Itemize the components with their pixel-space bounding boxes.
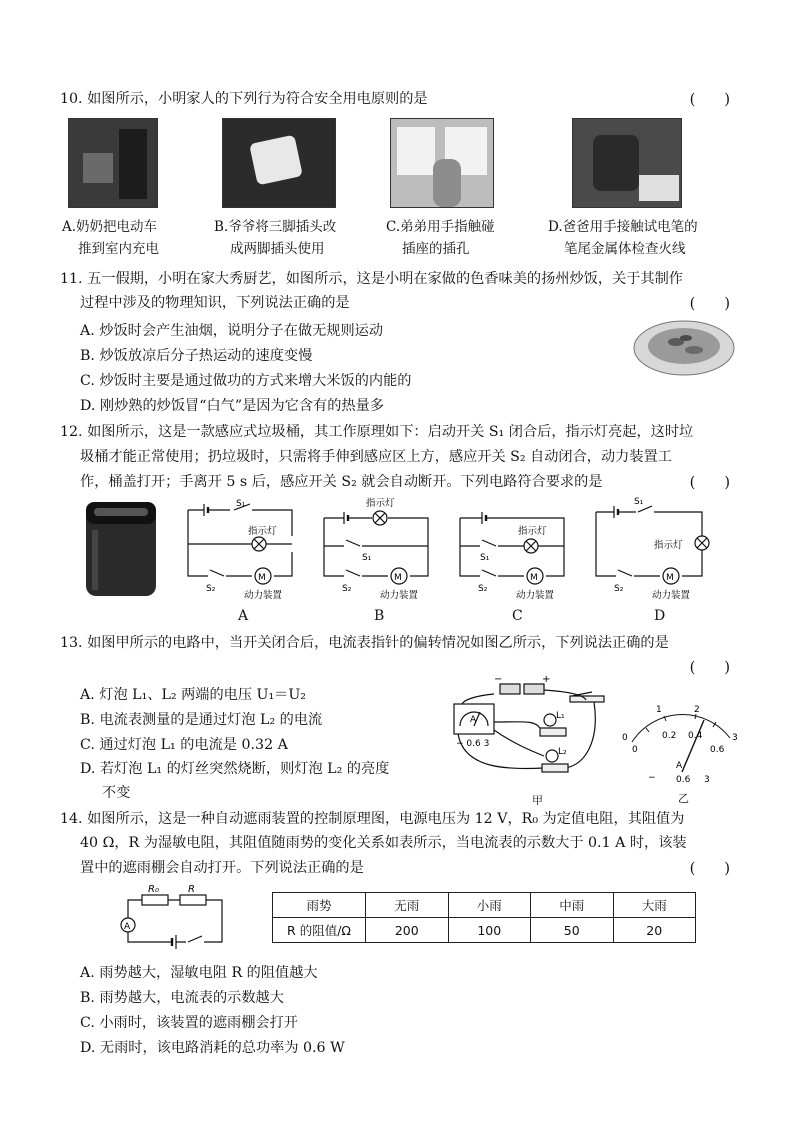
q12-letter-b: B bbox=[374, 608, 385, 624]
q14-option-d: D. 无雨时，该电路消耗的总功率为 0.6 W bbox=[80, 1040, 345, 1056]
q12-stem-3: 作，桶盖打开；手离开 5 s 后，感应开关 S₂ 就会自动断开。下列电路符合要求的是 bbox=[80, 474, 603, 490]
tick-top-0: 0 bbox=[622, 733, 628, 743]
q13-figure-yi-meter bbox=[618, 692, 748, 792]
terminal-0-6: 0.6 bbox=[676, 775, 691, 785]
jia-ammeter-symbol: A bbox=[470, 715, 477, 725]
label-lamp: 指示灯 bbox=[248, 526, 277, 537]
photo-three-pin-plug bbox=[222, 118, 336, 208]
label-motor: 动力装置 bbox=[380, 590, 419, 601]
q14-option-c: C. 小雨时，该装置的遮雨棚会打开 bbox=[80, 1015, 298, 1031]
q14-stem-3: 置中的遮雨棚会自动打开。下列说法正确的是 bbox=[80, 860, 364, 876]
jia-plus: + bbox=[542, 674, 551, 685]
tick-top-1: 1 bbox=[656, 705, 662, 715]
tick-bottom-0: 0 bbox=[632, 745, 638, 755]
motor-symbol: M bbox=[258, 573, 266, 583]
ammeter-symbol: A bbox=[124, 922, 131, 932]
photo-e-bike-charging bbox=[68, 118, 158, 208]
q14-stem-2: 40 Ω，R 为湿敏电阻，其阻值随雨势的变化关系如表所示，当电流表的示数大于 0.1 A 时，该装 bbox=[80, 835, 687, 851]
jia-terminals: − 0.6 3 bbox=[456, 739, 490, 749]
q12-stem-2: 圾桶才能正常使用；扔垃圾时，只需将手伸到感应区上方，感应开关 S₂ 自动闭合，动力装置工 bbox=[80, 449, 672, 465]
q12-answer-bracket: ( ) bbox=[689, 475, 730, 491]
label-lamp: 指示灯 bbox=[654, 540, 683, 551]
label-s1: S₁ bbox=[480, 553, 490, 563]
q10-option-d: D.爸爸用手接触试电笔的 笔尾金属体检查火线 bbox=[548, 219, 698, 257]
q12-circuit-d bbox=[590, 494, 716, 606]
tick-top-2: 2 bbox=[694, 705, 700, 715]
q13-option-d-2: 不变 bbox=[102, 785, 131, 801]
jia-l2: L₂ bbox=[558, 747, 567, 757]
q13-option-c: C. 通过灯泡 L₁ 的电流是 0.32 A bbox=[80, 737, 288, 753]
jia-minus: − bbox=[494, 674, 503, 685]
table-cell: 20 bbox=[613, 918, 696, 943]
q13-caption-jia: 甲 bbox=[532, 794, 543, 807]
q14-stem-1: 14. 如图所示，这是一种自动遮雨装置的控制原理图，电源电压为 12 V，R₀ 为定值电阻，其阻值为 bbox=[60, 811, 685, 827]
q13-stem: 13. 如图甲所示的电路中，当开关闭合后，电流表指针的偏转情况如图乙所示，下列说法正确的是 bbox=[60, 635, 669, 651]
tick-top-3: 3 bbox=[732, 733, 738, 743]
q10-option-b: B.爷爷将三脚插头改 成两脚插头使用 bbox=[214, 219, 337, 257]
tick-bottom-3: 0.6 bbox=[710, 745, 725, 755]
label-s1: S₁ bbox=[362, 553, 372, 563]
label-r0: R₀ bbox=[148, 884, 159, 895]
label-s2: S₂ bbox=[342, 584, 352, 594]
q11-option-b: B. 炒饭放凉后分子热运动的速度变慢 bbox=[80, 348, 313, 364]
table-header: 雨势 bbox=[273, 893, 366, 918]
photo-fried-rice bbox=[632, 318, 736, 378]
label-s2: S₂ bbox=[478, 584, 488, 594]
q12-stem-1: 12. 如图所示，这是一款感应式垃圾桶，其工作原理如下：启动开关 S₁ 闭合后，指示灯亮起，这时垃 bbox=[60, 424, 694, 440]
q11-option-d: D. 刚炒熟的炒饭冒“白气”是因为它含有的热量多 bbox=[80, 398, 384, 414]
motor-symbol: M bbox=[530, 573, 538, 583]
label-s1: S₁ bbox=[236, 499, 246, 509]
label-lamp: 指示灯 bbox=[366, 498, 395, 509]
photo-finger-socket bbox=[390, 118, 494, 208]
tick-bottom-2: 0.4 bbox=[688, 731, 703, 741]
table-cell: 100 bbox=[448, 918, 531, 943]
q12-circuit-b bbox=[318, 494, 436, 606]
label-motor: 动力装置 bbox=[652, 590, 691, 601]
q11-stem-1: 11. 五一假期，小明在家大秀厨艺，如图所示，这是小明在家做的色香味美的扬州炒饭，关于其制作 bbox=[60, 271, 683, 287]
q11-option-a: A. 炒饭时会产生油烟，说明分子在做无规则运动 bbox=[80, 323, 384, 339]
q12-letter-d: D bbox=[654, 608, 666, 624]
label-motor: 动力装置 bbox=[244, 590, 283, 601]
q10-answer-bracket: ( ) bbox=[689, 92, 730, 108]
q14-circuit bbox=[118, 882, 234, 954]
q12-circuit-c bbox=[454, 494, 572, 606]
q13-answer-bracket: ( ) bbox=[689, 660, 730, 676]
q13-option-a: A. 灯泡 L₁、L₂ 两端的电压 U₁＝U₂ bbox=[80, 687, 306, 703]
q14-rain-resistance-table bbox=[272, 892, 696, 943]
label-motor: 动力装置 bbox=[516, 590, 555, 601]
tick-bottom-1: 0.2 bbox=[662, 731, 677, 741]
table-cell: 50 bbox=[531, 918, 614, 943]
table-header: 无雨 bbox=[366, 893, 449, 918]
label-lamp: 指示灯 bbox=[518, 526, 547, 537]
photo-sensor-trash-can bbox=[82, 496, 160, 600]
q13-caption-yi: 乙 bbox=[678, 792, 689, 805]
q14-option-b: B. 雨势越大，电流表的示数越大 bbox=[80, 990, 284, 1006]
label-r: R bbox=[188, 884, 195, 895]
q13-option-d-1: D. 若灯泡 L₁ 的灯丝突然烧断，则灯泡 L₂ 的亮度 bbox=[80, 761, 390, 777]
terminal-3: 3 bbox=[704, 775, 710, 785]
table-row-label: R 的阻值/Ω bbox=[273, 918, 366, 943]
q13-option-b: B. 电流表测量的是通过灯泡 L₂ 的电流 bbox=[80, 712, 323, 728]
photo-test-pen bbox=[572, 118, 682, 208]
motor-symbol: M bbox=[394, 573, 402, 583]
label-s2: S₂ bbox=[614, 584, 624, 594]
q11-answer-bracket: ( ) bbox=[689, 296, 730, 312]
q10-option-a: A.奶奶把电动车 推到室内充电 bbox=[62, 219, 159, 257]
q13-figure-jia bbox=[444, 672, 614, 790]
q10-option-c: C.弟弟用手指触碰 插座的插孔 bbox=[386, 219, 495, 257]
table-header: 小雨 bbox=[448, 893, 531, 918]
q10-stem: 10. 如图所示，小明家人的下列行为符合安全用电原则的是 bbox=[60, 91, 428, 107]
q14-option-a: A. 雨势越大，湿敏电阻 R 的阻值越大 bbox=[80, 965, 318, 981]
q14-answer-bracket: ( ) bbox=[689, 861, 730, 877]
jia-l1: L₁ bbox=[556, 711, 565, 721]
label-s1: S₁ bbox=[634, 497, 644, 507]
q12-letter-c: C bbox=[512, 608, 523, 624]
q11-stem-2: 过程中涉及的物理知识，下列说法正确的是 bbox=[80, 295, 350, 311]
table-header: 大雨 bbox=[613, 893, 696, 918]
terminal-minus: − bbox=[648, 773, 656, 783]
motor-symbol: M bbox=[666, 573, 674, 583]
q12-letter-a: A bbox=[238, 608, 249, 624]
table-cell: 200 bbox=[366, 918, 449, 943]
label-s2: S₂ bbox=[206, 584, 216, 594]
q12-circuit-a bbox=[182, 494, 300, 606]
table-header: 中雨 bbox=[531, 893, 614, 918]
q11-option-c: C. 炒饭时主要是通过做功的方式来增大米饭的内能的 bbox=[80, 373, 412, 389]
meter-unit: A bbox=[676, 761, 683, 771]
